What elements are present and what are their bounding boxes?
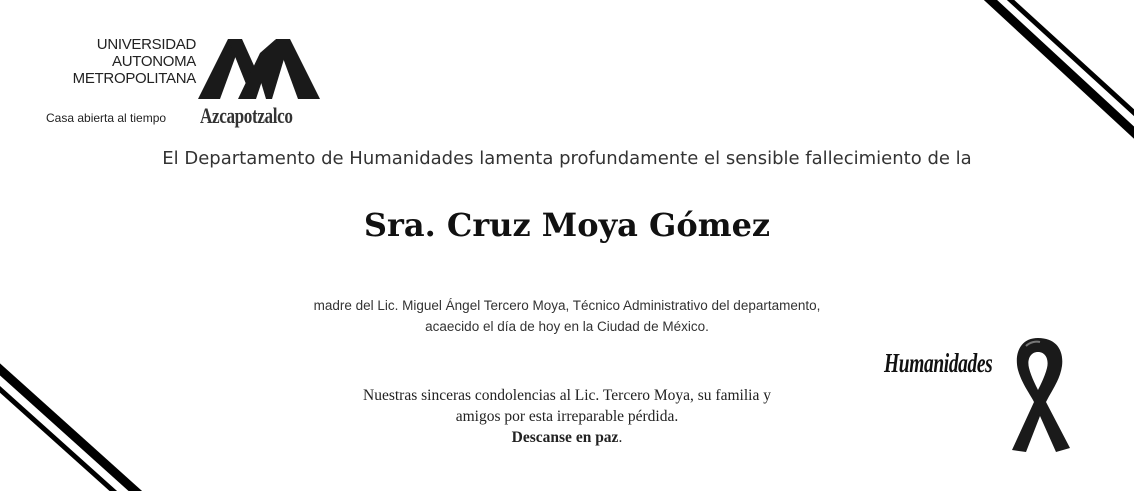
condolences-line: amigos por esta irreparable pérdida. (455, 408, 679, 425)
university-tagline: Casa abierta al tiempo (46, 111, 167, 125)
uam-azcapotzalco-logo (46, 36, 336, 132)
mourning-stripes-top-right (974, 0, 1134, 150)
detail-line: acaecido el día de hoy en la Ciudad de México. (425, 319, 709, 334)
announcement-intro: El Departamento de Humanidades lamenta profundamente el sensible fallecimiento de la (162, 148, 972, 169)
humanidades-logo (880, 328, 1080, 456)
announcement-detail (200, 295, 934, 337)
condolences-message (260, 385, 874, 448)
humanidades-wordmark: Humanidades (884, 348, 993, 378)
closing-phrase: Descanse en paz (511, 429, 619, 446)
university-name (46, 36, 196, 87)
uam-emblem-icon (198, 39, 320, 99)
condolences-line: Nuestras sinceras condolencias al Lic. Tercero Moya, su familia y (363, 387, 771, 404)
campus-name: Azcapotzalco (200, 103, 293, 128)
mourning-stripes-bottom-left (0, 356, 150, 491)
detail-line: madre del Lic. Miguel Ángel Tercero Moya, Técnico Administrativo del departamento, (313, 298, 821, 313)
deceased-name: Sra. Cruz Moya Gómez (363, 206, 771, 244)
condolences-closing-line (260, 427, 874, 448)
university-name-line: METROPOLITANA (72, 70, 196, 87)
mourning-ribbon-icon (1004, 332, 1072, 454)
university-name-line: UNIVERSIDAD (96, 36, 196, 53)
university-name-line: AUTONOMA (112, 53, 196, 70)
closing-punctuation: . (618, 429, 623, 446)
